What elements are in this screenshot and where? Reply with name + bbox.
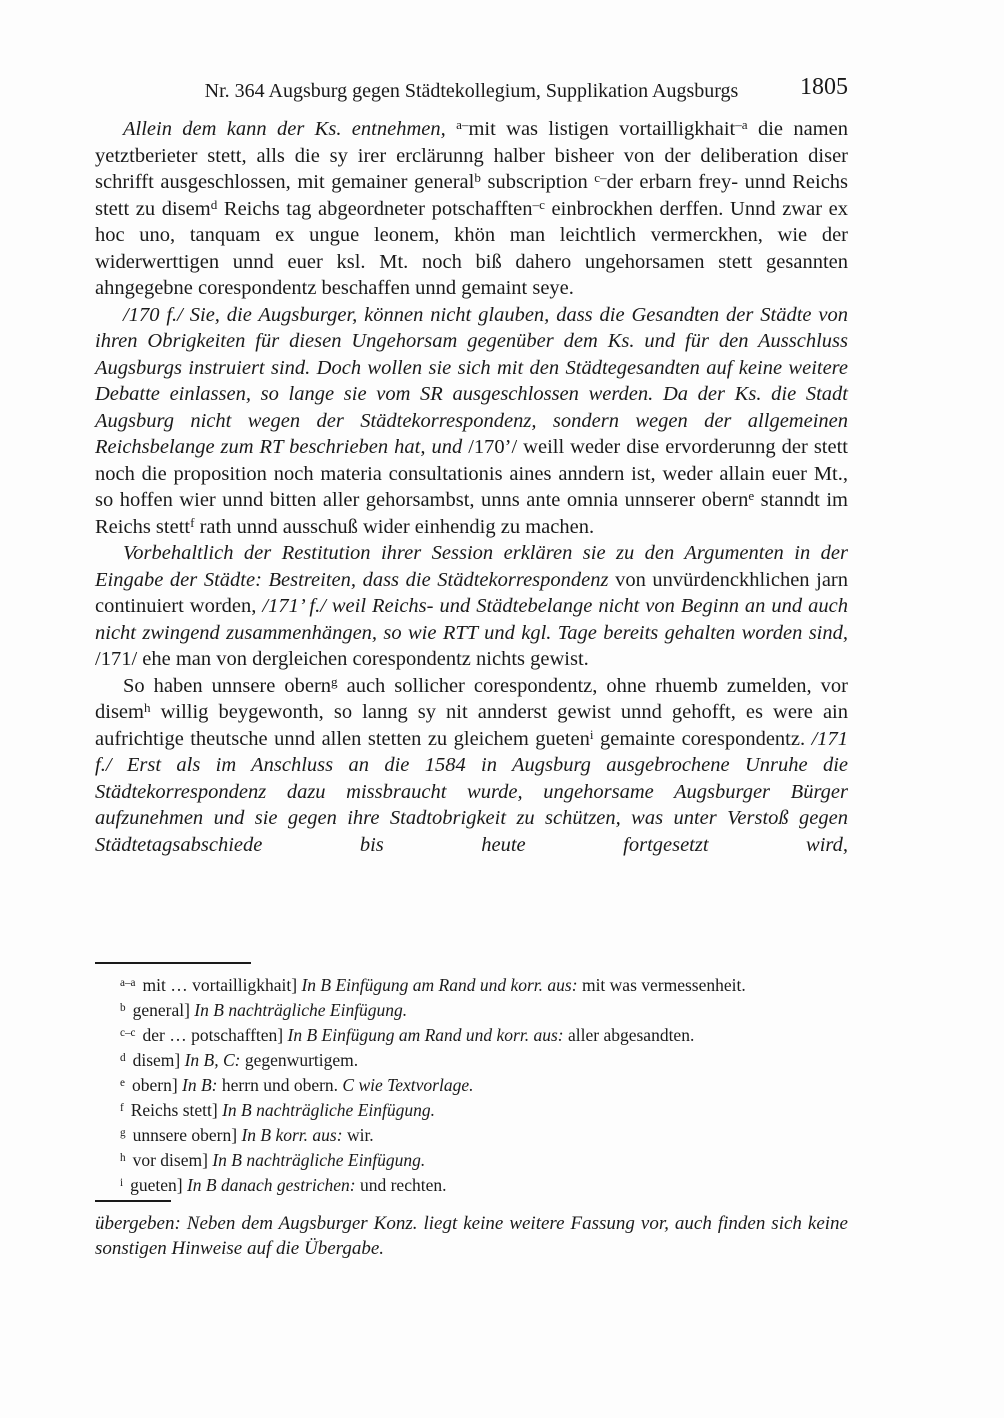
footnote-rule — [95, 962, 251, 964]
footnote-reference: a– — [456, 117, 469, 133]
footnote-f — [95, 1098, 848, 1123]
footnote-reference: e — [748, 488, 755, 504]
footnote-reference: –a — [735, 117, 748, 133]
roman-text-run: gueten] — [130, 1175, 187, 1195]
footnote-g — [95, 1123, 848, 1148]
roman-text-run: willig beygewonth, so lanng sy nit annderst gewist unnd gehofft, es were ain aufrichtige theutsche unnd allen stetten zu gleichem gueten — [95, 701, 848, 750]
footnote-marker: c–c — [120, 1026, 136, 1039]
roman-text-run: Reichs tag abgeordneter potschafften — [217, 197, 533, 220]
roman-text-run: mit … vortailligkhait] — [142, 975, 302, 995]
roman-text-run: auch sollicher corespondentz, ohne rhuemb zumelden, vor disem — [95, 674, 848, 723]
roman-text-run: subscription — [480, 171, 595, 193]
roman-text-run: So haben unnsere obern — [123, 674, 332, 697]
italic-text-run: übergeben: Neben dem Augsburger Konz. liegt keine weitere Fassung vor, auch finden sich keine sonstigen Hinweise auf die Übergabe. — [95, 1213, 848, 1259]
running-head — [95, 74, 848, 104]
footnote-reference: d — [210, 196, 218, 212]
footnote-d — [95, 1048, 848, 1073]
roman-text-run: /170’/ weill weder dise ervorderunng der stett noch die proposition noch materia consultationis aines anndern ist, weder allain euer Mt., so hoffen wier unnd bitten aller gehorsambst, unns ante omnia unnserer obern — [95, 436, 848, 511]
footnote-marker: h — [120, 1151, 126, 1164]
roman-text-run: mit was listigen vortailligkhait — [468, 118, 736, 140]
editorial-note — [95, 1200, 848, 1261]
footnote-reference: b — [474, 170, 481, 186]
page-number: 1805 — [800, 74, 848, 100]
italic-text-run: Vorbehaltlich der Restitution ihrer Session erklären sie zu den Argumenten in der Eingabe der Städte: Bestreiten, dass die Städtekorrespondenz — [95, 542, 848, 591]
footnote-marker: f — [120, 1101, 124, 1114]
italic-text-run: In B korr. aus: — [241, 1125, 343, 1145]
running-head-title: Nr. 364 Augsburg gegen Städtekollegium, Supplikation Augsburgs — [204, 80, 739, 102]
italic-text-run: C wie Textvorlage. — [342, 1075, 474, 1095]
roman-text-run: gegenwurtigem. — [240, 1050, 359, 1070]
italic-text-run: In B nachträgliche Einfügung. — [222, 1100, 435, 1120]
roman-text-run: rath unnd ausschuß wider einhendig zu machen. — [194, 515, 595, 538]
roman-text-run: aller abgesandten. — [563, 1025, 695, 1045]
roman-text-run: stanndt im Reichs stett — [95, 489, 849, 538]
italic-text-run: In B Einfügung am Rand und korr. aus: — [287, 1025, 564, 1045]
footnote-c — [95, 1023, 848, 1048]
main-text — [95, 116, 848, 858]
roman-text-run: der erbarn frey- unnd Reichs stett zu disem — [95, 171, 849, 220]
roman-text-run: der … potschafften] — [142, 1025, 288, 1045]
footnote-h — [95, 1148, 848, 1173]
italic-text-run: In B, C: — [184, 1050, 241, 1070]
italic-text-run: Allein dem kann der Ks. entnehmen, — [123, 118, 457, 140]
italic-text-run: In B nachträgliche Einfügung. — [212, 1150, 426, 1170]
roman-text-run: herrn und obern. — [217, 1075, 343, 1095]
roman-text-run: vor disem] — [132, 1150, 213, 1170]
footnote-reference: g — [331, 673, 338, 689]
footnote-list — [95, 973, 848, 1198]
roman-text-run: die namen yetztberieter stett, alls die sy irer erclärunng halber bisheer von der deliberation diser schrifft ausgeschlossen, mit gemainer general — [95, 118, 848, 193]
italic-text-run: /171 f./ Erst als im Anschluss an die 1584 in Augsburg ausgebrochene Unruhe die Städtekorrespondenz dazu missbraucht wurde, ungehorsame Augsburger Bürger aufzunehmen und sie gegen ihre Stadtobrigkeit zu schützen, was unter Verstoß gegen Städtetagsabschiede bis heute fortgesetzt wird, — [95, 727, 849, 856]
footnote-marker: d — [120, 1051, 126, 1064]
roman-text-run: von unvürdenckhlichen jarn continuiert worden, — [95, 568, 849, 617]
paragraph-1 — [95, 116, 848, 302]
footnote-marker: g — [120, 1126, 126, 1139]
paragraph-3 — [95, 540, 848, 673]
footnote-reference: c– — [594, 170, 607, 186]
italic-text-run: /171’ f./ weil Reichs- und Städtebelange nicht von Beginn an und auch nicht zwingend zusammenhängen, so wie RTT und kgl. Tage bereits gehalten worden sind, — [95, 595, 848, 644]
italic-text-run: In B danach gestrichen: — [186, 1175, 356, 1195]
editorial-note-text — [95, 1211, 848, 1261]
footnote-reference: –c — [532, 196, 545, 212]
roman-text-run: unnsere obern] — [132, 1125, 242, 1145]
footnote-marker: b — [120, 1001, 126, 1014]
roman-text-run: obern] — [131, 1075, 183, 1095]
italic-text-run: In B Einfügung am Rand und korr. aus: — [301, 975, 578, 995]
footnote-a — [95, 973, 848, 998]
roman-text-run: general] — [132, 1000, 195, 1020]
paragraph-2 — [95, 302, 848, 541]
roman-text-run: gemainte corespondentz. — [593, 727, 812, 750]
italic-text-run: In B nachträgliche Einfügung. — [194, 1000, 408, 1020]
roman-text-run: disem] — [132, 1050, 185, 1070]
footnote-i — [95, 1173, 848, 1198]
paragraph-4 — [95, 673, 848, 859]
footnote-reference: h — [143, 700, 151, 716]
roman-text-run: Reichs stett] — [130, 1100, 223, 1120]
footnote-e — [95, 1073, 848, 1098]
roman-text-run: einbrockhen derffen. Unnd zwar ex hoc uno, tanquam ex ungue leonem, khön man leichtlich vermerckhen, wie der widerwerttigen unnd euer ksl. Mt. noch biß dahero ungehorsamen stett gesannten ahngegebne corespondentz beschaffen unnd gemaint seye. — [95, 197, 848, 299]
footnote-b — [95, 998, 848, 1023]
roman-text-run: wir. — [342, 1125, 374, 1145]
footnote-reference: f — [190, 514, 195, 530]
footnote-reference: i — [589, 726, 594, 742]
roman-text-run: mit was vermessenheit. — [577, 975, 746, 995]
footnote-marker: i — [120, 1176, 124, 1189]
footnote-marker: e — [120, 1076, 125, 1089]
critical-apparatus — [95, 962, 848, 1198]
roman-text-run: /171/ ehe man von dergleichen corespondentz nichts gewist. — [95, 648, 589, 670]
italic-text-run: In B: — [182, 1075, 218, 1095]
editorial-note-rule — [95, 1200, 171, 1202]
roman-text-run: und rechten. — [355, 1175, 447, 1195]
italic-text-run: /170 f./ Sie, die Augsburger, können nicht glauben, dass die Gesandten der Städte von ihren Obrigkeiten für diesen Ungehorsam gegenüber dem Ks. und für den Ausschluss Augsburgs instruiert sind. Doch wollen sie sich mit den Städtegesandten auf keine weitere Debatte einlassen, so lange sie vom SR ausgeschlossen werden. Da der Ks. die Stadt Augsburg nicht wegen der Städtekorrespondenz, sondern wegen der allgemeinen Reichsbelange zum RT beschrieben hat, und — [95, 303, 848, 458]
footnote-marker: a–a — [120, 976, 136, 989]
